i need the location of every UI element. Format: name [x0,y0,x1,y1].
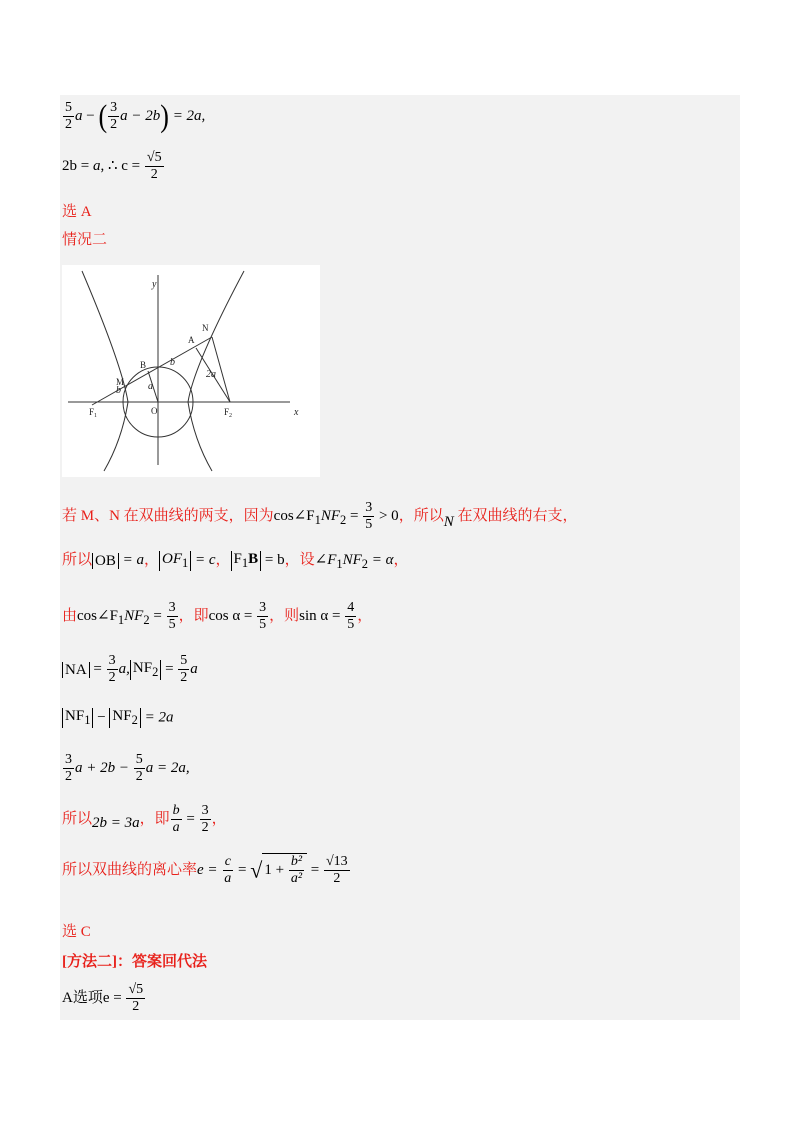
paragraph-3: 由$\cos\angle F_1NF_2$ = $\frac{3}{5}$ ，即cos α = $\frac{3}{5}$ ，则sin α = $\frac{4}{5}$ ， [62,600,373,632]
right-branch [188,271,244,471]
label-f1: $F_1$ [89,407,98,419]
label-n: N [202,323,209,333]
label-two-a: 2a [206,369,216,380]
label-o: O [151,406,158,416]
label-a: A [188,335,195,345]
method-two-heading: [方法二]：答案回代法 [62,954,207,970]
equation-line-1: $\frac{5}{2}$ a − ( $\frac{3}{2}$ a − 2b) = 2a, [65,98,206,134]
left-branch [82,271,128,471]
fraction: $\frac{3}{5}$ [365,500,373,532]
fraction: $\frac{3}{2}$ [108,653,116,685]
paragraph-8: 所以双曲线的离心率e = $\frac{c}{a}$ = √ 1 + $\frac{\text{b²}}{\text{a²}}$ = $\frac{√13}{2}$ [62,854,348,886]
fraction: $\frac{3}{2}$ [110,100,118,132]
label-a1: a [148,381,153,392]
label-f2: $F_2$ [224,407,233,419]
label-b: B [140,360,147,370]
line-f1-n [92,337,212,405]
fraction: $\frac{5}{2}$ [180,653,188,685]
fraction: $\frac{5}{2}$ [65,100,72,132]
label-x: x [294,407,299,418]
hyperbola-figure [62,265,320,477]
fraction: $\frac{√5}{2}$ [128,982,144,1014]
fraction: $\frac{4}{5}$ [347,600,355,632]
equation-4: NA = $\frac{3}{2}$ a, $NF_2$ = $\frac{5}{2}$ a [62,653,198,686]
fraction: $\frac{c}{a}$ [224,854,232,886]
fraction: $\frac{\text{b²}}{\text{a²}}$ [290,854,303,886]
hyperbola-diagram [62,265,320,477]
equation-6: $\frac{3}{2}$ a + 2b − $\frac{5}{2}$ a = 2a, [65,752,190,784]
paragraph-7: 所以2b = 3a，即 $\frac{b}{a}$ = $\frac{3}{2}$ ， [62,803,227,835]
equation-line-2: 2b = a, ∴ c = $\frac{√5}{2}$ [62,150,162,182]
label-b1: b [116,385,121,396]
fraction: $\frac{√13}{2}$ [325,854,348,886]
fraction: $\frac{b}{a}$ [172,803,180,835]
paragraph-2: 所以 OB = a， $OF_1 = c$， $F_1B = b$，设$\angle F_1NF_2 = \alpha$， [62,550,409,571]
choose-c: 选 C [62,924,91,940]
fraction: $\frac{3}{5}$ [168,600,176,632]
fraction: $\frac{3}{2}$ [201,803,209,835]
equation-5: $NF_1 - NF_2 = 2a$ [62,708,173,728]
label-m: M [116,377,125,387]
fraction: $\frac{3}{2}$ [65,752,72,784]
case-two-heading: 情况二 [62,232,108,248]
last-line: A选项e = $\frac{√5}{2}$ [62,982,144,1014]
fraction: $\frac{5}{2}$ [135,752,143,784]
label-y: y [152,279,157,290]
fraction: $\frac{3}{5}$ [259,600,267,632]
choose-a: 选 A [62,204,92,220]
label-b2: b [170,357,175,368]
fraction: $\frac{√5}{2}$ [146,150,162,182]
paragraph-1: 若 M、N 在双曲线的两支，因为$\cos\angle F_1NF_2$ = $\frac{3}{5}$ > 0，所以N 在双曲线的右支， [62,500,578,532]
